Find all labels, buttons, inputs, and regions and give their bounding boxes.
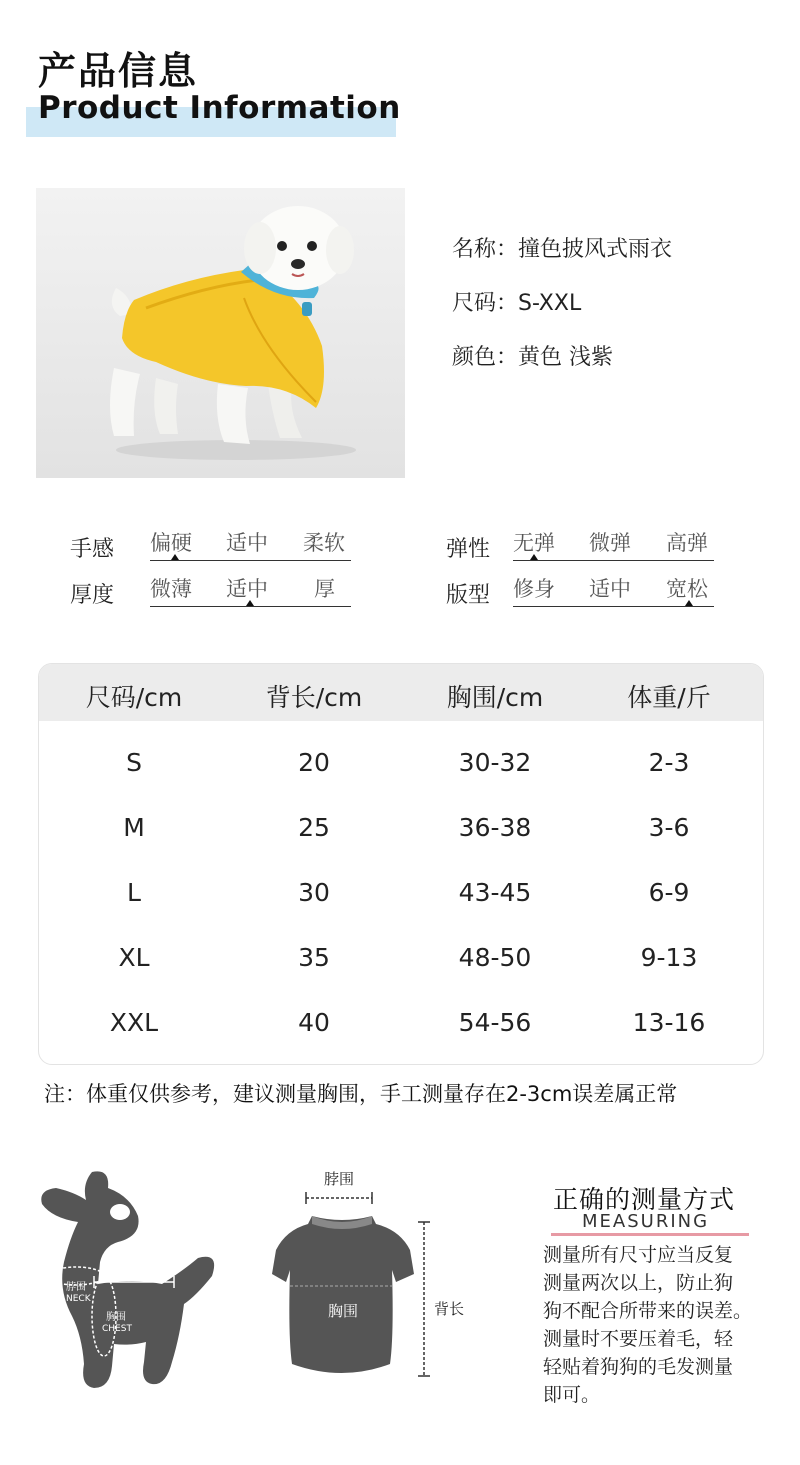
scale-line (150, 606, 351, 607)
table-cell: 2-3 (648, 748, 690, 777)
table-cell: 48-50 (458, 943, 532, 972)
chest-label-cn: 胸围 (106, 1312, 126, 1323)
attr-scale-fit (513, 573, 714, 613)
dog-raincoat-illustration (36, 188, 405, 478)
table-cell: 9-13 (640, 943, 698, 972)
garment-measure-diagram (272, 1166, 502, 1386)
neck-label-cn: 脖围 (66, 1282, 86, 1293)
attr-option: 厚 (314, 577, 335, 601)
table-cell: 30 (298, 878, 330, 907)
attr-option: 高弹 (666, 531, 708, 555)
table-cell: XL (118, 943, 150, 972)
product-name: 名称：撞色披风式雨衣 (452, 237, 673, 262)
scale-marker-icon (530, 554, 538, 560)
table-header-cell: 背长/cm (265, 683, 363, 712)
table-cell: 6-9 (648, 878, 690, 907)
attr-option: 宽松 (666, 577, 708, 601)
table-cell: 43-45 (458, 878, 532, 907)
table-cell: 54-56 (458, 1008, 532, 1037)
garment-silhouette-icon (272, 1186, 502, 1386)
table-header-cell: 胸围/cm (446, 683, 544, 712)
measurement-note: 注：体重仅供参考，建议测量胸围，手工测量存在2-3cm误差属正常 (44, 1082, 678, 1106)
chest-label: 胸围 (328, 1302, 359, 1320)
table-cell: 35 (298, 943, 330, 972)
attr-scale-feel (150, 527, 351, 567)
table-cell: 40 (298, 1008, 330, 1037)
table-cell: 3-6 (648, 813, 690, 842)
scale-line (513, 560, 714, 561)
measuring-line: 测量所有尺寸应当反复 (543, 1244, 734, 1266)
attr-option: 适中 (589, 577, 631, 601)
measuring-line: 测量两次以上，防止狗 (543, 1272, 734, 1294)
attr-option: 适中 (226, 577, 268, 601)
table-cell: L (127, 878, 141, 907)
dog-measure-diagram (34, 1166, 224, 1396)
attr-option: 偏硬 (150, 531, 192, 555)
scale-line (150, 560, 351, 561)
scale-marker-icon (246, 600, 254, 606)
section-title-en: Product Information (38, 90, 401, 126)
measuring-line: 狗不配合所带来的误差。 (543, 1300, 753, 1322)
dog-silhouette-icon (34, 1166, 224, 1396)
table-cell: 20 (298, 748, 330, 777)
table-cell: 36-38 (458, 813, 532, 842)
attr-option: 柔软 (303, 531, 345, 555)
measuring-line: 测量时不要压着毛，轻 (543, 1328, 734, 1350)
measuring-underline (551, 1233, 749, 1236)
table-cell: 30-32 (458, 748, 532, 777)
neck-label-en: NECK (66, 1294, 91, 1304)
measuring-title: 正确的测量方式 (553, 1185, 736, 1214)
section-title-cn: 产品信息 (38, 49, 199, 93)
measuring-line: 即可。 (543, 1384, 601, 1406)
chest-label-en: CHEST (102, 1324, 132, 1334)
table-cell: M (123, 813, 145, 842)
attr-label-elasticity: 弹性 (446, 537, 491, 562)
scale-marker-icon (171, 554, 179, 560)
back-length-label: 背长 (434, 1300, 465, 1318)
attr-option: 无弹 (513, 531, 555, 555)
attr-scale-thickness (150, 573, 351, 613)
measuring-subtitle: MEASURING (582, 1211, 710, 1232)
scale-line (513, 606, 714, 607)
table-header-cell: 体重/斤 (627, 683, 711, 712)
table-cell: S (126, 748, 142, 777)
product-photo (36, 188, 405, 478)
product-color: 颜色：黄色 浅紫 (452, 345, 613, 370)
product-size: 尺码：S-XXL (452, 291, 582, 316)
attr-label-feel: 手感 (70, 537, 115, 562)
length-label: LENGTH背长 (102, 1263, 157, 1273)
attr-option: 适中 (226, 531, 268, 555)
measuring-line: 轻贴着狗狗的毛发测量 (543, 1356, 734, 1378)
attr-label-thickness: 厚度 (70, 583, 115, 608)
table-header-cell: 尺码/cm (85, 683, 183, 712)
attr-option: 修身 (513, 577, 555, 601)
table-cell: 25 (298, 813, 330, 842)
neck-label: 脖围 (324, 1170, 355, 1188)
attr-option: 微弹 (589, 531, 631, 555)
table-cell: 13-16 (632, 1008, 706, 1037)
scale-marker-icon (685, 600, 693, 606)
table-cell: XXL (109, 1008, 159, 1037)
attr-scale-elasticity (513, 527, 714, 567)
attr-label-fit: 版型 (446, 583, 491, 608)
attr-option: 微薄 (150, 577, 192, 601)
size-table (38, 663, 764, 1065)
